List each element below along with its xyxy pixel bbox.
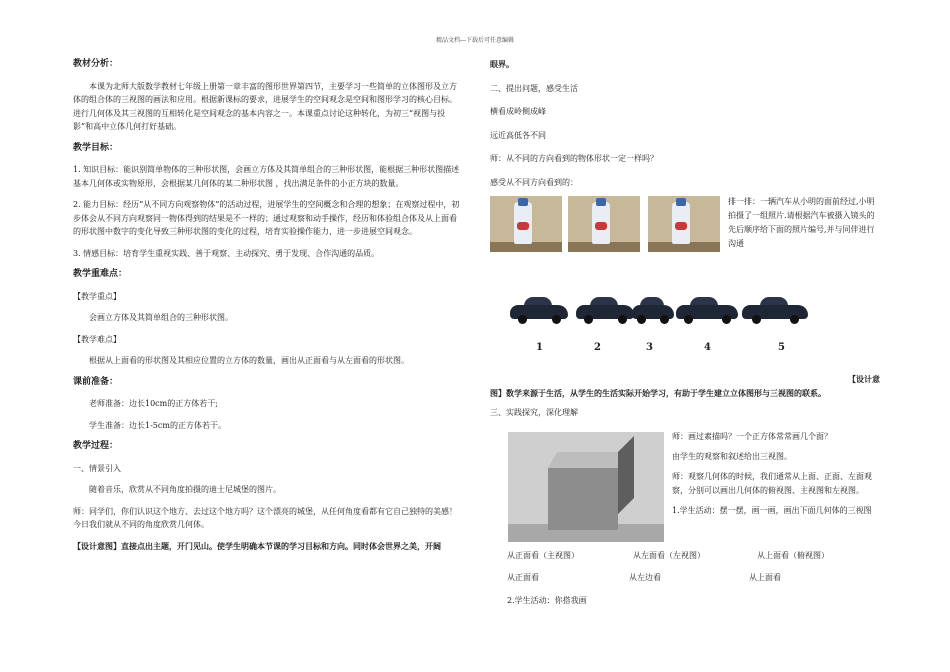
poem-line-2: 远近高低各不同 — [490, 130, 546, 140]
front-view-label: 从正面看（主视图） — [507, 551, 579, 560]
design-intent-2 — [490, 372, 880, 400]
left-view-label: 从左面看（左视图） — [633, 551, 705, 560]
step-practice: 三、实践探究，深化理解 — [490, 408, 578, 417]
step-intro-teacher: 师：同学们，你们认识这个地方、去过这个地方吗？这个漂亮的城堡，从任何角度看都有它自己独特的美感！今日我们就从不同的角度欣赏几何体。 — [73, 506, 457, 529]
keypoints-heading: 教学重难点： — [73, 269, 128, 279]
cube-answer: 由学生的观察和叙述给出三视图。 — [672, 452, 792, 461]
activity-1: 1.学生活动：摆一摆，画一画，画出下面几何体的三视图 — [672, 506, 872, 515]
cube-sketch — [508, 432, 664, 542]
car-number: 5 — [778, 342, 785, 353]
step-intro: 一、情景引入 — [73, 463, 121, 473]
step-question: 二、提出问题，感受生活 — [490, 83, 578, 93]
goals-heading: 教学目标： — [73, 142, 119, 153]
cube-explanation: 师：观察几何体的时候，我们通常从上面、正面、左面观察，分别可以画出几何体的俯视图、主视图和左视图。 — [672, 472, 872, 495]
process-heading: 教学过程： — [73, 441, 119, 451]
car-image — [576, 295, 634, 325]
car-number: 1 — [536, 342, 543, 353]
bottle-photos — [490, 196, 730, 252]
car-image — [632, 295, 674, 325]
analysis-paragraph: 本课为北师大版数学教材七年级上册第一章丰富的图形世界第四节，主要学习一些简单的立体图形及立方体的组合体的三视图的画法和应用。根据新课标的要求，进展学生的空间观念是空间和图形学习的核心目标。进行几何体及其三视图的互相转化是空间观念的基本内容之一。本课重点讨论这种转化，为初三“视图与投影”和高中立体几何打好基础。 — [73, 81, 457, 131]
car-number: 4 — [704, 342, 711, 353]
cube-question: 师：画过素描吗？一个正方体常常画几个面？ — [672, 432, 832, 441]
car-image — [676, 295, 738, 325]
design-intent-1: 【设计意图】直接点出主题，开门见山。使学生明确本节课的学习目标和方向。同时体会世界之美，开阔 — [73, 540, 441, 551]
goal-ability: 2. 能力目标：经历“从不同方向观察物体”的活动过程，进展学生的空间概念和合理的想象；在观察过程中，初步体会从不同方向观察同一物体得到的结果是不一样的；通过观察和动手操作，经历和体验组合体及从上面看的形状图中数字的变化导致三种形状图的变化的过程，培育实验操作能力，进一步进展空间观念。 — [73, 200, 460, 236]
bottle-photo — [568, 196, 640, 252]
cube-discussion — [672, 430, 884, 524]
activity-2: 2.学生活动：你搭我画 — [507, 596, 587, 605]
car-number: 3 — [646, 342, 653, 353]
design-intent-2-head: 【设计意 — [848, 374, 880, 384]
bottle-photo — [490, 196, 562, 252]
car-image — [742, 295, 808, 325]
arrange-instruction: 排一排：一辆汽车从小明的面前经过,小明拍摄了一组照片.请根据汽车被摄入镜头的先后顺序给下面的照片编号,并与同伴进行沟通 — [728, 197, 875, 248]
left-view-label: 从左边看 — [629, 573, 661, 582]
design-intent-2-body: 图】数学来源于生活，从学生的生活实际开始学习，有助于学生建立立体图形与三视图的联系。 — [490, 388, 826, 398]
goal-knowledge: 1. 知识目标：能识别简单物体的三种形状图，会画立方体及其简单组合的三种形状图，能根据三种形状图描述基本几何体或实物原形，会根据某几何体的某二种形状图 ，找出满足条件的小正方块的数量。 — [73, 165, 460, 188]
design-intent-1-cont: 眼界。 — [490, 59, 514, 69]
key-label: 【教学重点】 — [73, 291, 121, 301]
car-image — [510, 295, 568, 325]
right-column — [490, 58, 880, 199]
key-body: 会画立方体及其简单组合的三种形状图。 — [89, 313, 233, 322]
prep-heading: 课前准备： — [73, 376, 119, 387]
left-column — [73, 58, 460, 561]
prep-student: 学生准备：边长1-5cm的正方体若干。 — [89, 420, 226, 430]
step-intro-music: 随着音乐，欣赏从不同角度拍摄的迪士尼城堡的图片。 — [89, 485, 281, 494]
goal-emotion: 3. 情感目标：培育学生重视实践、善于观察、主动探究、勇于发现、合作沟通的品质。 — [73, 248, 380, 258]
front-view-label: 从正面看 — [507, 573, 539, 582]
bottle-photo — [648, 196, 720, 252]
feel-line: 感受从不同方向看到的： — [490, 177, 578, 187]
page-header: 精品文档---下载后可任意编辑 — [435, 37, 515, 44]
difficulty-label: 【教学难点】 — [73, 334, 121, 344]
car-number: 2 — [594, 342, 601, 353]
poem-line-1: 横看成岭侧成峰 — [490, 107, 546, 116]
car-photos — [510, 295, 820, 355]
teacher-question: 师：从不同的方向看到的物体形状一定一样吗？ — [490, 154, 658, 163]
prep-teacher: 老师准备：边长10cm的正方体若干; — [89, 399, 218, 408]
difficulty-body: 根据从上面看的形状图及其相应位置的立方体的数量，画出从正面看与从左面看的形状图。 — [89, 356, 409, 365]
top-view-label: 从上面看 — [749, 573, 781, 582]
top-view-label: 从上面看（俯视图） — [757, 551, 829, 560]
analysis-heading: 教材分析： — [73, 59, 119, 69]
